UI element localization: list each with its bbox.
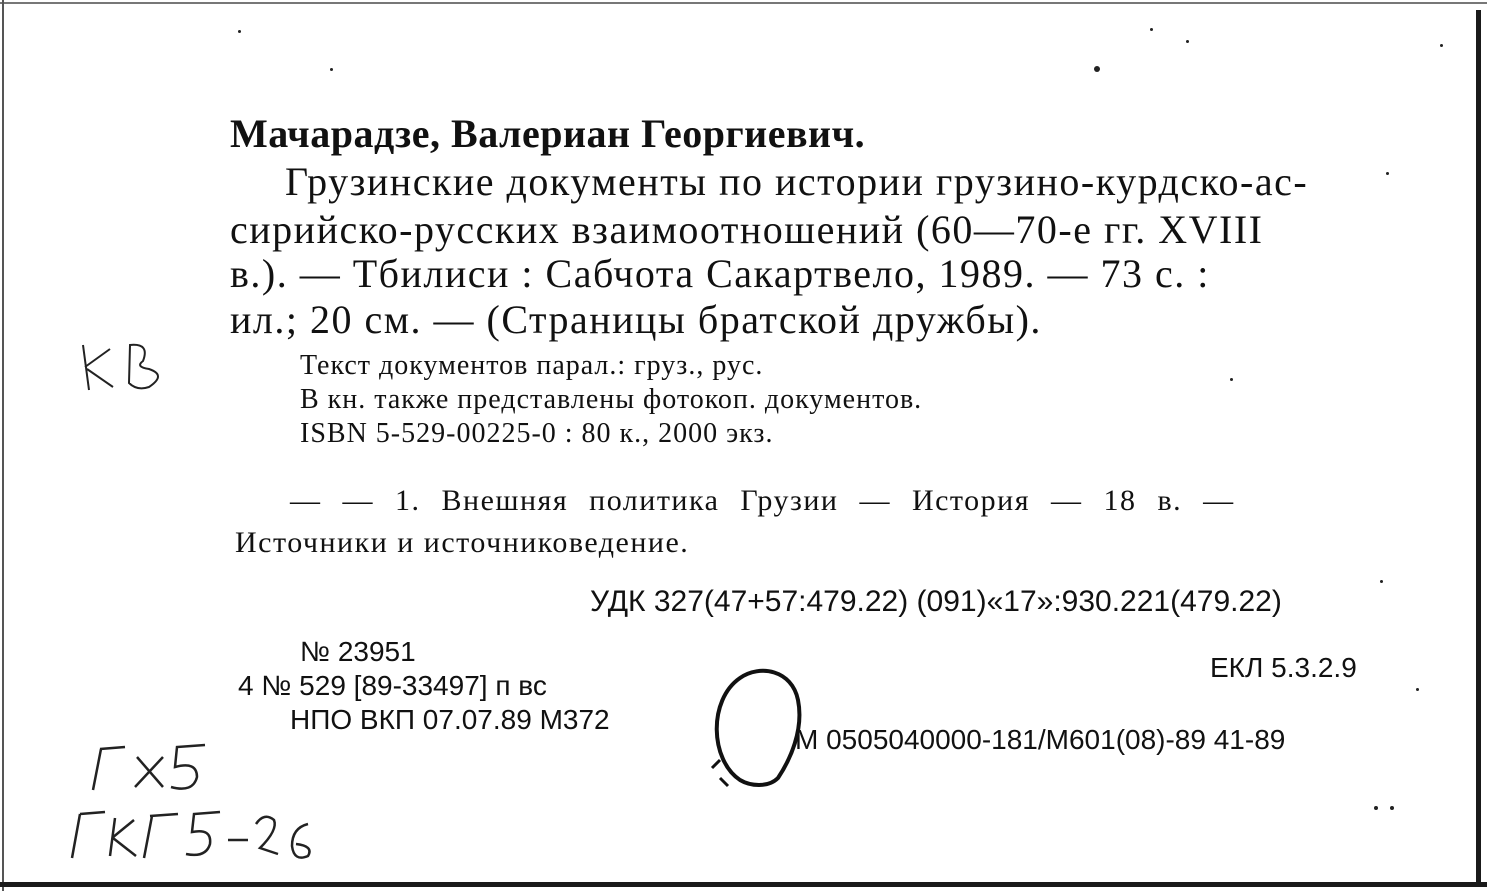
speck: [1386, 172, 1389, 175]
isbn-line: ISBN 5-529-00225-0 : 80 к., 2000 экз.: [300, 418, 774, 449]
handwritten-gkg5-26: [60, 800, 320, 880]
ekl-classification: ЕКЛ 5.3.2.9: [1210, 652, 1357, 683]
speck: [1380, 580, 1383, 583]
handwritten-kv: [75, 335, 185, 395]
stamp-circle-icon: [700, 660, 810, 790]
speck: [1440, 44, 1443, 47]
npo-line: НПО ВКП 07.07.89 М372: [290, 704, 610, 735]
speck: [238, 30, 241, 33]
card-border-bottom: [0, 882, 1487, 887]
speck: [1390, 806, 1394, 810]
title-line-1: Грузинские документы по истории грузино-курдско-ас-: [285, 159, 1309, 204]
author-heading: Мачарадзе, Валериан Георгиевич.: [230, 111, 866, 156]
speck: [1230, 378, 1233, 381]
speck: [1186, 40, 1189, 43]
card-border-left: [2, 0, 4, 891]
title-line-3: в.). — Тбилиси : Сабчота Сакартвело, 1989. — 73 с. :: [230, 251, 1210, 296]
card-border-right: [1476, 10, 1481, 885]
speck: [1094, 66, 1100, 72]
note-photocopies: В кн. также представлены фотокоп. документов.: [300, 384, 923, 415]
note-language: Текст документов парал.: груз., рус.: [300, 350, 764, 381]
speck: [1416, 688, 1419, 691]
card-border-top: [0, 2, 1487, 4]
subject-heading-line-2: Источники и источниковедение.: [235, 526, 690, 559]
title-line-2: сирийско-русских взаимоотношений (60—70-е гг. XVIII: [230, 207, 1264, 252]
udk-classification: УДК 327(47+57:479.22) (091)«17»:930.221(479.22): [590, 585, 1282, 618]
handwritten-gx5: [85, 735, 235, 795]
card-number: № 23951: [300, 636, 416, 667]
speck: [1374, 806, 1378, 810]
title-line-4: ил.; 20 см. — (Страницы братской дружбы).: [230, 297, 1042, 342]
record-number: 4 № 529 [89-33497] п вс: [238, 670, 547, 701]
subject-heading-line-1: — — 1. Внешняя политика Грузии — История — 18 в. —: [290, 484, 1235, 517]
speck: [1150, 28, 1153, 31]
publication-code: М 0505040000-181/М601(08)-89 41-89: [795, 724, 1286, 755]
speck: [330, 68, 333, 71]
